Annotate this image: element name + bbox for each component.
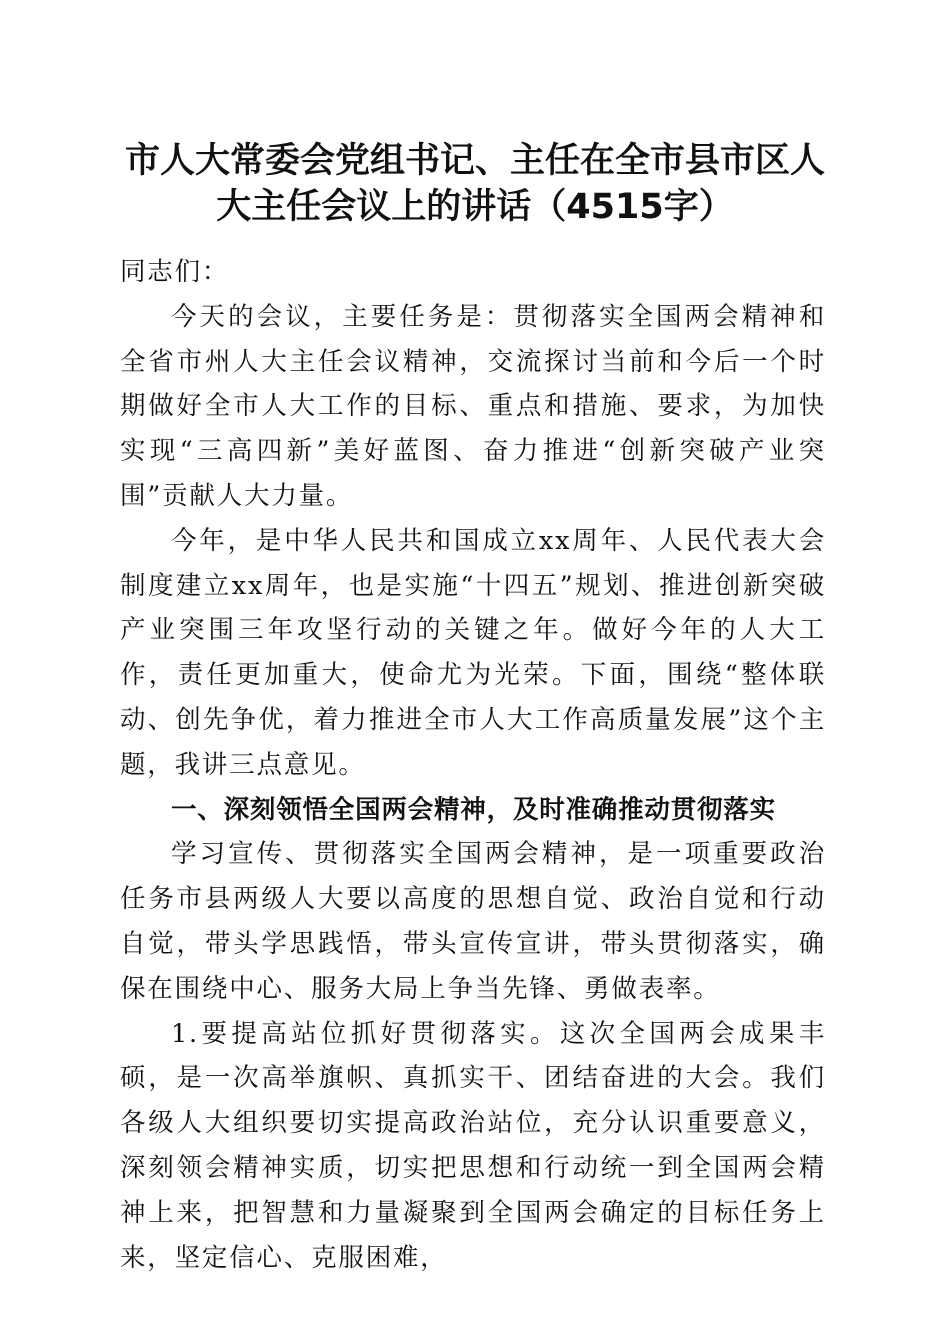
document-body: [120, 250, 826, 1280]
salutation: 同志们：: [120, 257, 230, 287]
title-line-1: 市人大常委会党组书记、主任在全市县市区人: [124, 141, 825, 181]
title-line-2: 大主任会议上的讲话（4515字）: [216, 187, 734, 227]
paragraph: 1.要提高站位抓好贯彻落实。这次全国两会成果丰硕，是一次高举旗帜、真抓实干、团结奋进的大会。我们各级人大组织要切实提高政治站位，充分认识重要意义，深刻领会精神实质，切实把思想和行动统一到全国两会精神上来，把智慧和力量凝聚到全国两会确定的目标任务上来，坚定信心、克服困难，: [120, 1018, 826, 1273]
section-heading: 一、深刻领悟全国两会精神，及时准确推动贯彻落实: [171, 794, 776, 825]
paragraph: 今年，是中华人民共和国成立xx周年、人民代表大会制度建立xx周年，也是实施“十四五”规划、推进创新突破产业突围三年攻坚行动的关键之年。做好今年的人大工作，责任更加重大，使命尤为光荣。下面，围绕“整体联动、创先争优，着力推进全市人大工作高质量发展”这个主题，我讲三点意见。: [120, 525, 826, 780]
paragraph: 今天的会议，主要任务是：贯彻落实全国两会精神和全省市州人大主任会议精神，交流探讨当前和今后一个时期做好全市人大工作的目标、重点和措施、要求，为加快实现“三高四新”美好蓝图、奋力推进“创新突破产业突围”贡献人大力量。: [120, 301, 826, 511]
paragraph: 学习宣传、贯彻落实全国两会精神，是一项重要政治任务市县两级人大要以高度的思想自觉、政治自觉和行动自觉，带头学思践悟，带头宣传宣讲，带头贯彻落实，确保在围绕中心、服务大局上争当先锋、勇做表率。: [120, 839, 826, 1004]
document-title: [100, 138, 850, 230]
